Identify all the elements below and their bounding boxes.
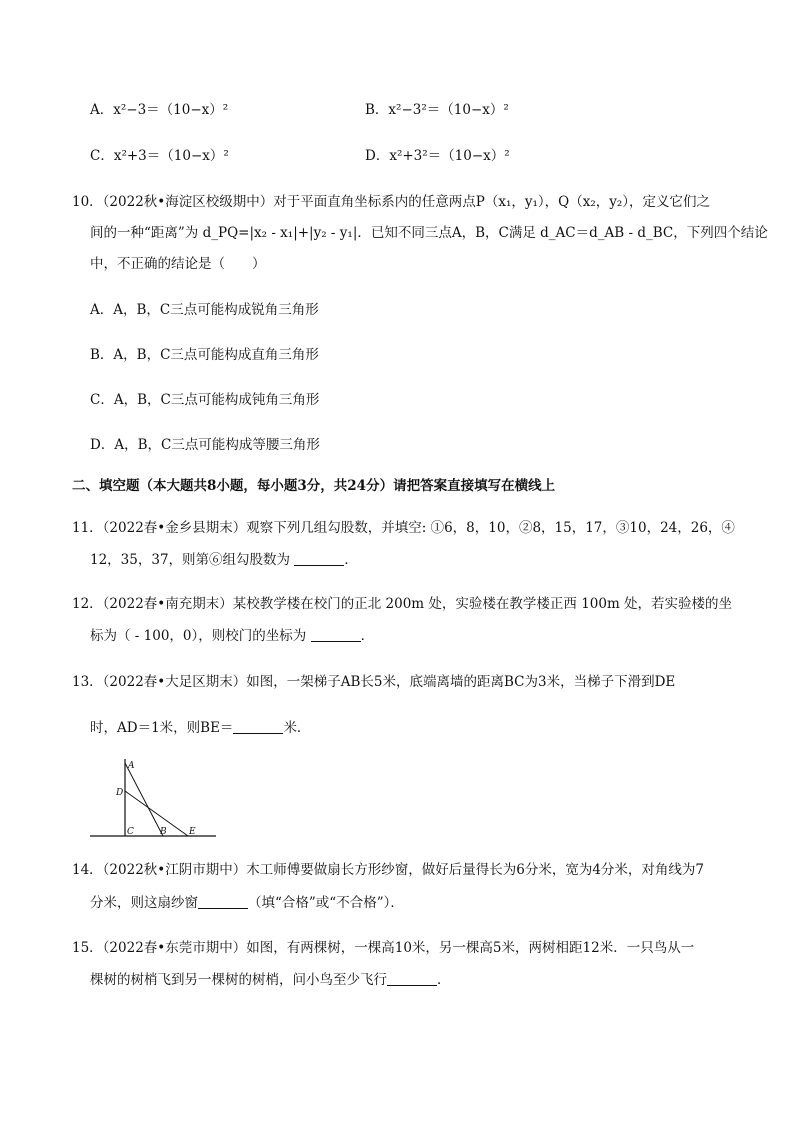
- q10-line-3: 中，不正确的结论是（ ）: [90, 256, 266, 272]
- ladder-figure: [88, 755, 218, 840]
- q13-unit: 米．: [283, 720, 311, 736]
- q14-line-2: [90, 893, 404, 913]
- q10-option-d: D．A，B，C三点可能构成等腰三角形: [90, 437, 320, 453]
- option-text: x²−3²＝（10−x）²: [388, 102, 509, 118]
- label-e: E: [189, 827, 196, 837]
- answer-blank[interactable]: [387, 973, 437, 986]
- q12-line-1: 12．（2022春•南充期末）某校教学楼在校门的正北 200m 处，实验楼在教学楼正西 100m 处，若实验楼的坐: [72, 596, 733, 612]
- q10-option-c: C．A，B，C三点可能构成钝角三角形: [90, 392, 320, 408]
- section-heading: 二、填空题（本大题共8小题，每小题3分，共24分）请把答案直接填写在横线上: [72, 478, 556, 494]
- option-text: x²−3＝（10−x）²: [113, 102, 229, 118]
- q10-line-1: 10．（2022秋•海淀区校级期中）对于平面直角坐标系内的任意两点P（x₁，y₁），Q（x₂，y₂），定义它们之: [72, 194, 711, 210]
- label-a: A: [128, 761, 135, 771]
- q15-line-2: [90, 970, 451, 990]
- q12-line-2: [90, 626, 374, 646]
- option-label: B．: [365, 102, 389, 118]
- q14-line-1: 14．（2022秋•江阴市期中）木工师傅要做扇长方形纱窗，做好后量得长为6分米，宽为4分米，对角线为7: [72, 862, 705, 878]
- q15-period: ．: [437, 972, 451, 988]
- label-c: C: [127, 827, 134, 837]
- q13-line-2: [90, 718, 310, 738]
- q9-option-d: [365, 146, 510, 166]
- ladder-de: [125, 791, 188, 836]
- answer-blank[interactable]: [311, 629, 361, 642]
- option-text: x²+3＝（10−x）²: [113, 148, 229, 164]
- answer-blank[interactable]: [294, 553, 344, 566]
- option-label: C．: [90, 148, 114, 164]
- q12-text: 标为（ - 100，0），则校门的坐标为: [90, 628, 307, 644]
- q14-text: 分米，则这扇纱窗: [90, 895, 198, 911]
- label-d: D: [116, 788, 124, 798]
- option-text: x²+3²＝（10−x）²: [389, 148, 510, 164]
- q11-line-1: 11．（2022春•金乡县期末）观察下列几组勾股数，并填空: ①6，8，10，②8，15，17，③10，24，26，④: [72, 520, 735, 536]
- answer-blank[interactable]: [233, 721, 283, 734]
- q10-option-a: A．A，B，C三点可能构成锐角三角形: [90, 302, 319, 318]
- ladder-ab: [125, 763, 163, 836]
- q13-line-1: 13．（2022春•大足区期末）如图，一架梯子AB长5米，底端离墙的距离BC为3米，当梯子下滑到DE: [72, 674, 676, 690]
- q11-line-2: [90, 550, 358, 570]
- q15-text: 棵树的树梢飞到另一棵树的树梢，问小鸟至少飞行: [90, 972, 387, 988]
- q10-line-2: 间的一种“距离”为 d_PQ=|x₂ - x₁|+|y₂ - y₁|．已知不同三点A，B，C满足 d_AC＝d_AB - d_BC，下列四个结论: [90, 225, 768, 241]
- q9-option-c: [90, 146, 229, 166]
- q11-period: ．: [344, 552, 358, 568]
- q12-period: ．: [360, 628, 375, 644]
- q10-option-b: B．A，B，C三点可能构成直角三角形: [90, 347, 319, 363]
- option-label: D．: [365, 148, 390, 164]
- q13-text: 时，AD＝1米，则BE＝: [90, 720, 234, 736]
- label-b: B: [160, 827, 167, 837]
- answer-blank[interactable]: [198, 896, 248, 909]
- q14-hint: （填“合格”或“不合格”）．: [248, 895, 404, 911]
- q9-option-a: [90, 100, 228, 120]
- q15-line-1: 15．（2022春•东莞市期中）如图，有两棵树，一棵高10米，另一棵高5米，两树相距12米．一只鸟从一: [72, 940, 695, 956]
- option-label: A．: [90, 102, 114, 118]
- q11-text: 12，35，37，则第⑥组勾股数为: [90, 552, 291, 568]
- q9-option-b: [365, 100, 509, 120]
